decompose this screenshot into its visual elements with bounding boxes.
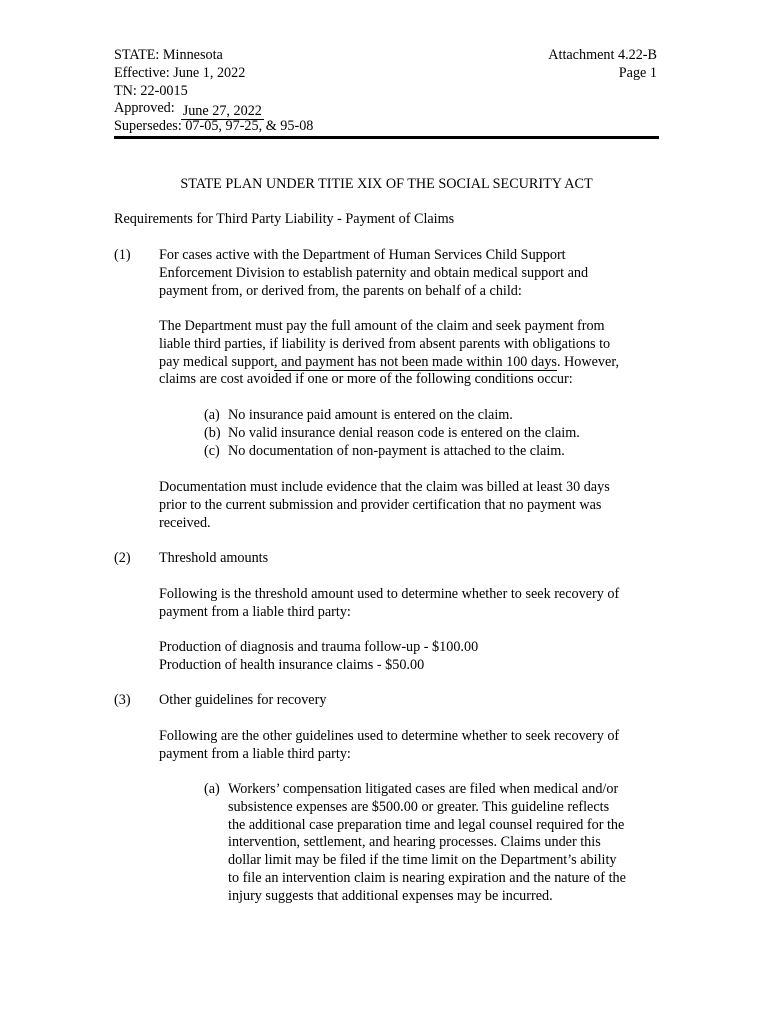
list-item: [204, 425, 659, 443]
approved-line: [114, 100, 313, 118]
header-rule: [114, 136, 659, 139]
state-line: STATE: Minnesota: [114, 47, 223, 63]
section-2-intro: Following is the threshold amount used to determine whether to seek recovery of payment from a liable third party:: [159, 586, 620, 620]
section-3-intro: Following are the other guidelines used to determine whether to seek recovery of payment from a liable third party:: [159, 728, 620, 762]
list-letter: (a): [204, 781, 220, 797]
page-number: Page 1: [618, 64, 657, 81]
list-letter: (b): [204, 424, 221, 441]
document-subtitle: Requirements for Third Party Liability - Payment of Claims: [114, 211, 455, 227]
documentation-paragraph: Documentation must include evidence that the claim was billed at least 30 days prior to the current submission and provider certification that no payment was received.: [159, 479, 610, 531]
section-1-paragraph: [159, 318, 659, 389]
list-item: [204, 407, 659, 425]
list-item: [204, 443, 659, 461]
document-title: STATE PLAN UNDER TITIE XIX OF THE SOCIAL SECURITY ACT: [180, 176, 593, 192]
conditions-list: [204, 407, 659, 460]
list-text: No documentation of non-payment is attached to the claim.: [228, 442, 565, 459]
list-item: [204, 781, 659, 906]
guidelines-list: [204, 781, 659, 906]
list-text: No insurance paid amount is entered on the claim.: [228, 407, 513, 423]
approved-value: June 27, 2022: [182, 103, 262, 120]
section-1-intro: For cases active with the Department of Human Services Child Support Enforcement Division to establish paternity and obtain medical support and payment from, or derived from, the parents on behalf of a child:: [159, 247, 589, 299]
approved-label: Approved:: [114, 100, 175, 117]
header-left: [114, 47, 313, 136]
list-text: Workers’ compensation litigated cases are filed when medical and/or subsistence expenses are $500.00 or greater. This guideline reflects the additional case preparation time and legal counsel required for the intervention, settlement, and hearing processes. Claims under this dollar limit may be filed if the time limit on the Department’s ability to file an intervention claim is nearing expiration and the nature of the injury suggests that additional expenses may be incurred.: [228, 781, 626, 904]
section-2-number: (2): [114, 550, 131, 566]
list-text: No valid insurance denial reason code is entered on the claim.: [228, 424, 580, 441]
section-1-underlined-text: , and payment has not been made within 100 days: [274, 353, 557, 370]
section-1-para-last: claims are cost avoided if one or more of the following conditions occur:: [159, 371, 573, 388]
effective-line: Effective: June 1, 2022: [114, 64, 246, 81]
header-right: [548, 47, 657, 83]
section-1-para-text: The Department must pay the full amount of the claim and seek payment from liable third parties, if liability is derived from absent parents with obligations to pay medical support: [159, 318, 611, 370]
section-1-number: (1): [114, 247, 131, 263]
attachment-label: Attachment 4.22-B: [548, 47, 657, 63]
section-2-heading: Threshold amounts: [159, 550, 269, 566]
section-3-heading: Other guidelines for recovery: [159, 692, 327, 708]
threshold-amount-line: Production of diagnosis and trauma follow-up - $100.00: [159, 639, 479, 655]
threshold-amounts: [159, 639, 659, 675]
tn-line: TN: 22-0015: [114, 82, 188, 99]
supersedes-line: Supersedes: 07-05, 97-25, & 95-08: [114, 118, 314, 135]
section-3-number: (3): [114, 692, 131, 708]
list-letter: (a): [204, 407, 220, 423]
section-1-para-rest: . However,: [556, 353, 620, 370]
list-letter: (c): [204, 442, 220, 459]
threshold-amount-line: Production of health insurance claims - $50.00: [159, 656, 425, 673]
